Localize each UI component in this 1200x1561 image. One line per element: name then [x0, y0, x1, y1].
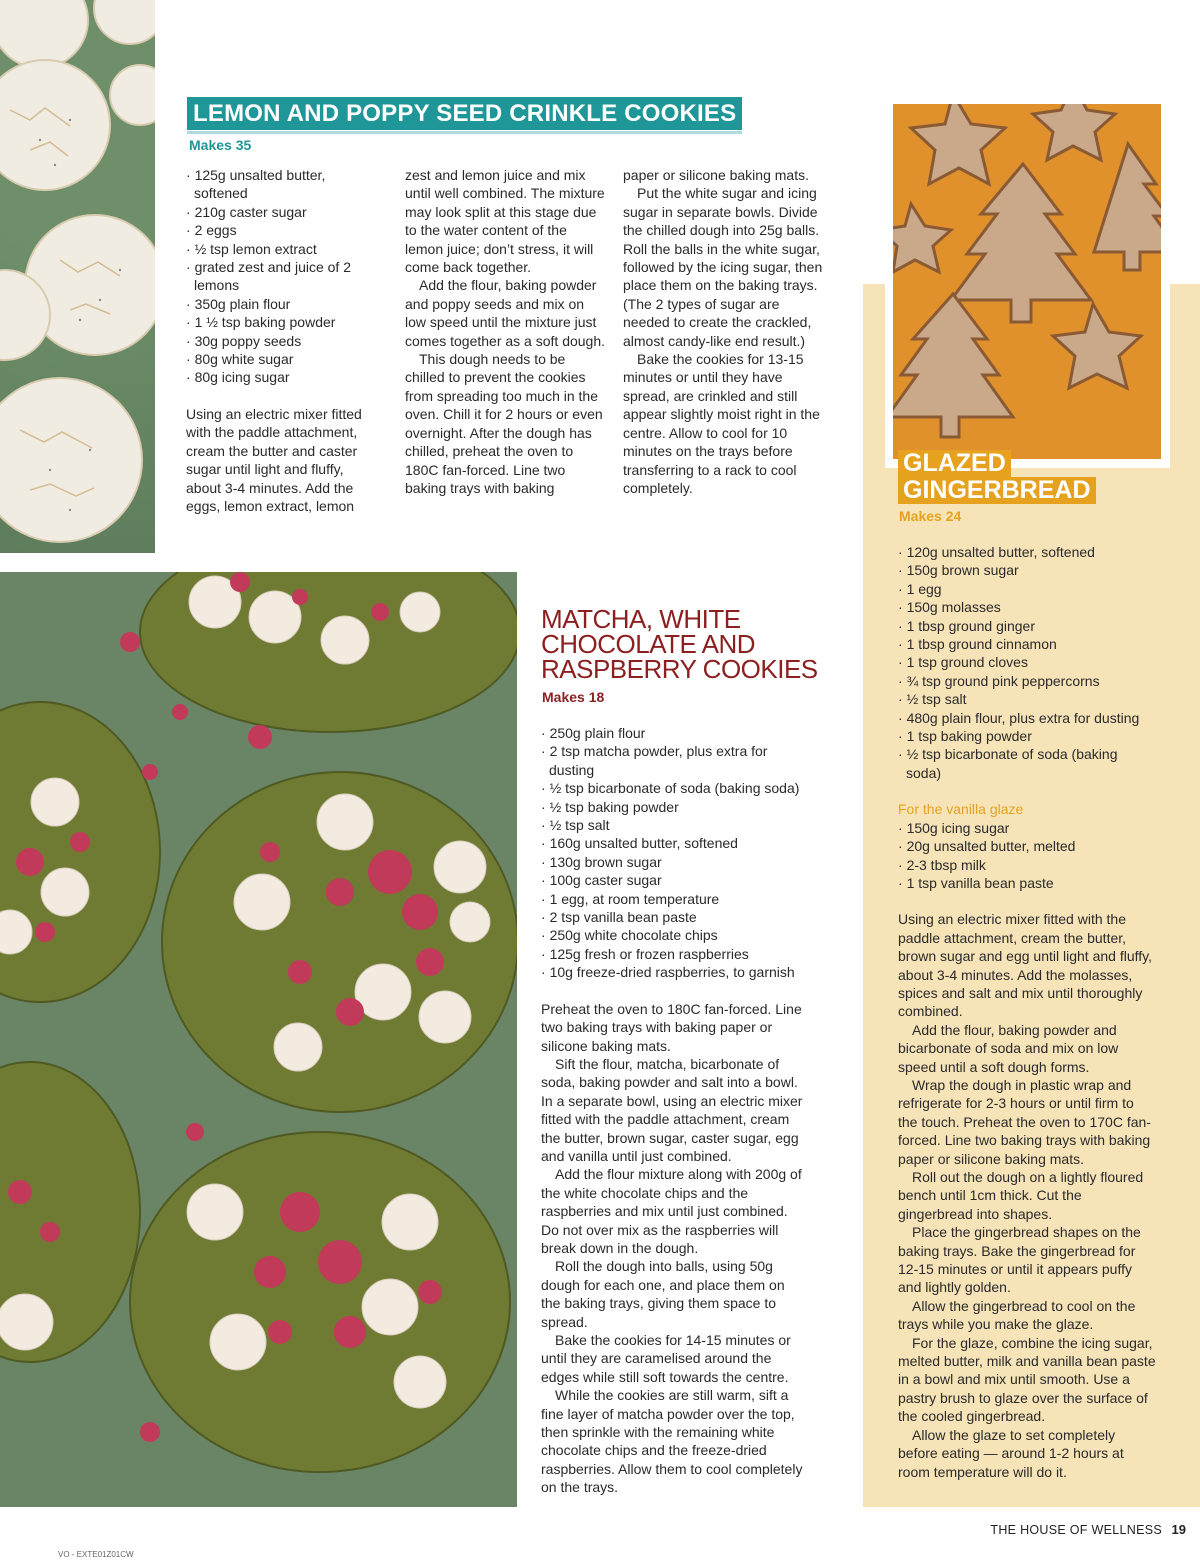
ingredient-item: · 210g caster sugar: [186, 203, 381, 221]
method-paragraph: Add the flour mixture along with 200g of the white chocolate chips and the raspberries and mix until just combined. Do not over mix as the raspberries will break down in the dough.: [541, 1166, 802, 1256]
method-paragraph: Using an electric mixer fitted with the paddle attachment, cream the butter, brown sugar and egg until light and fluffy, about 3-4 minutes. Add the molasses, spices and salt and mix until thoroughly combined.: [898, 911, 1152, 1020]
ingredient-item: · 2 tsp matcha powder, plus extra for dusting: [541, 742, 803, 779]
ingredient-item: · 2 eggs: [186, 221, 381, 239]
gingerbread-tree: [951, 164, 1091, 322]
method-paragraph: Roll the dough into balls, using 50g dough for each one, and place them on the baking trays, giving them space to spread.: [541, 1258, 785, 1330]
lemon-column-2: [405, 166, 605, 497]
method-paragraph: Using an electric mixer fitted with the paddle attachment, cream the butter and caster sugar until light and fluffy, about 3-4 minutes. Add the eggs, lemon extract, lemon: [186, 405, 362, 514]
gingerbread-star: [1033, 104, 1115, 160]
ingredient-item: · ½ tsp salt: [541, 816, 803, 834]
gingerbread-tree: [893, 294, 1013, 437]
gingerbread-photo: [893, 104, 1161, 459]
method-paragraph: For the glaze, combine the icing sugar, melted butter, milk and vanilla bean paste in a bowl and mix until smooth. Use a pastry brush to glaze over the surface of the cooled gingerbread.: [898, 1334, 1156, 1425]
matcha-title-line: RASPBERRY COOKIES: [541, 654, 818, 684]
lemon-ingredient-list: [186, 166, 381, 387]
ingredient-item: · ½ tsp salt: [898, 690, 1156, 708]
method-paragraph: Allow the gingerbread to cool on the trays while you make the glaze.: [898, 1297, 1136, 1333]
ingredient-item: · 1 tbsp ground ginger: [898, 617, 1156, 635]
ingredient-item: · 250g white chocolate chips: [541, 926, 803, 944]
matcha-recipe-title: [541, 604, 818, 684]
method-paragraph: paper or silicone baking mats.: [623, 167, 809, 183]
ingredient-item: · 120g unsalted butter, softened: [898, 543, 1156, 561]
ingredient-item: · 30g poppy seeds: [186, 332, 381, 350]
matcha-cookies-photo: [0, 572, 517, 1507]
gingerbread-recipe-yield: Makes 24: [899, 508, 962, 524]
gingerbread-recipe-title: [898, 450, 1096, 504]
method-paragraph: Add the flour, baking powder and poppy seeds and mix on low speed until the mixture just comes together as a soft dough.: [405, 277, 606, 349]
ingredient-item: · 150g molasses: [898, 598, 1156, 616]
ingredient-item: · 1 ½ tsp baking powder: [186, 313, 381, 331]
lemon-column-1: [186, 166, 381, 515]
ingredient-item: · ¾ tsp ground pink peppercorns: [898, 672, 1156, 690]
ingredient-item: · 20g unsalted butter, melted: [898, 837, 1156, 855]
ingredient-item: · 100g caster sugar: [541, 871, 803, 889]
gingerbread-star: [911, 104, 1005, 184]
glaze-subheading: For the vanilla glaze: [898, 801, 1024, 818]
ingredient-item: · grated zest and juice of 2 lemons: [186, 258, 381, 295]
matcha-cookie: [130, 1132, 510, 1472]
method-paragraph: This dough needs to be chilled to prevent the cookies from spreading too much in the oven. Chill it for 2 hours or even overnight. After the dough has chilled, preheat the oven to 180C fan-forced. Line two baking trays with baking: [405, 351, 603, 496]
method-paragraph: Add the flour, baking powder and bicarbonate of soda and mix on low speed until a soft dough forms.: [898, 1021, 1119, 1075]
method-paragraph: Bake the cookies for 14-15 minutes or until they are caramelised around the edges while still soft towards the centre.: [541, 1332, 791, 1385]
gingerbread-tree: [1094, 144, 1161, 270]
method-paragraph: Preheat the oven to 180C fan-forced. Line two baking trays with baking paper or silicone baking mats.: [541, 1000, 802, 1054]
ingredient-item: · 2 tsp vanilla bean paste: [541, 908, 803, 926]
ingredient-item: · 1 egg, at room temperature: [541, 890, 803, 908]
method-paragraph: Sift the flour, matcha, bicarbonate of soda, baking powder and salt into a bowl. In a separate bowl, using an electric mixer fitted with the paddle attachment, cream the butter, brown sugar, caster sugar, egg and vanilla until just combined.: [541, 1055, 803, 1164]
ingredient-item: · 1 tsp baking powder: [898, 727, 1156, 745]
matcha-title-line: MATCHA, WHITE: [541, 604, 741, 634]
lemon-recipe-title: LEMON AND POPPY SEED CRINKLE COOKIES: [187, 97, 742, 130]
ingredient-item: · 150g brown sugar: [898, 561, 1156, 579]
gingerbread-title-line: GLAZED: [898, 450, 1011, 477]
ingredient-item: · 80g white sugar: [186, 350, 381, 368]
print-code: VO - EXTE01Z01CW: [58, 1550, 134, 1559]
ingredient-item: · 160g unsalted butter, softened: [541, 834, 803, 852]
matcha-recipe-yield: Makes 18: [542, 689, 605, 705]
lemon-recipe-yield: Makes 35: [189, 137, 252, 153]
ingredient-item: · 125g fresh or frozen raspberries: [541, 945, 803, 963]
crinkle-cookies-photo: [0, 0, 155, 553]
method-paragraph: Bake the cookies for 13-15 minutes or until they have spread, are crinkled and still appear slightly moist right in the centre. Allow to cool for 10 minutes on the trays before transferring to a rack to cool completely.: [623, 351, 820, 496]
ingredient-item: · ½ tsp baking powder: [541, 798, 803, 816]
ingredient-item: · 1 tsp ground cloves: [898, 653, 1156, 671]
ingredient-item: · 1 egg: [898, 580, 1156, 598]
matcha-title-line: CHOCOLATE AND: [541, 629, 756, 659]
ingredient-item: · 250g plain flour: [541, 724, 803, 742]
method-paragraph: Place the gingerbread shapes on the baking trays. Bake the gingerbread for 12-15 minutes or until it appears puffy and lightly golden.: [898, 1224, 1141, 1296]
ingredient-item: · 1 tbsp ground cinnamon: [898, 635, 1156, 653]
page-number: 19: [1171, 1522, 1186, 1537]
magazine-name: THE HOUSE OF WELLNESS: [990, 1523, 1162, 1537]
glaze-ingredient-list: [898, 819, 1156, 893]
ingredient-item: · 130g brown sugar: [541, 853, 803, 871]
method-paragraph: Allow the glaze to set completely before eating — around 1-2 hours at room temperature will do it.: [898, 1426, 1124, 1480]
method-paragraph: Put the white sugar and icing sugar in separate bowls. Divide the chilled dough into 25g balls. Roll the balls in the white sugar, followed by the icing sugar, then place them on the baking trays. (The 2 types of sugar are needed to create the crackled, almost candy-like end result.): [623, 185, 823, 349]
ingredient-item: · 150g icing sugar: [898, 819, 1156, 837]
method-paragraph: zest and lemon juice and mix until well combined. The mixture may look split at this stage due to the water content of the lemon juice; don’t stress, it will come back together.: [405, 167, 605, 276]
ingredient-item: · 1 tsp vanilla bean paste: [898, 874, 1156, 892]
ingredient-item: · 80g icing sugar: [186, 368, 381, 386]
ingredient-item: · ½ tsp bicarbonate of soda (baking soda): [541, 779, 803, 797]
matcha-column: [541, 724, 803, 1497]
ingredient-item: · 10g freeze-dried raspberries, to garnish: [541, 963, 803, 981]
ingredient-item: · 480g plain flour, plus extra for dusting: [898, 709, 1156, 727]
ingredient-item: · ½ tsp lemon extract: [186, 240, 381, 258]
gingerbread-column: [898, 543, 1156, 1481]
gingerbread-star: [1053, 304, 1141, 388]
lemon-column-3: [623, 166, 828, 497]
matcha-ingredient-list: [541, 724, 803, 982]
ingredient-item: · 2-3 tbsp milk: [898, 856, 1156, 874]
method-paragraph: Roll out the dough on a lightly floured bench until 1cm thick. Cut the gingerbread into shapes.: [898, 1169, 1144, 1222]
ingredient-item: · 350g plain flour: [186, 295, 381, 313]
method-paragraph: While the cookies are still warm, sift a fine layer of matcha powder over the top, then sprinkle with the remaining white chocolate chips and the freeze-dried raspberries. Allow them to cool completely on the trays.: [541, 1387, 803, 1496]
gingerbread-star: [893, 204, 951, 272]
gingerbread-title-line: GINGERBREAD: [898, 477, 1096, 504]
ingredient-item: · 125g unsalted butter, softened: [186, 166, 381, 203]
gingerbread-ingredient-list: [898, 543, 1156, 782]
method-paragraph: Wrap the dough in plastic wrap and refrigerate for 2-3 hours or until firm to the touch. Preheat the oven to 170C fan-forced. Line two baking trays with baking paper or silicone baking mats.: [898, 1076, 1151, 1167]
ingredient-item: · ½ tsp bicarbonate of soda (baking soda): [898, 745, 1156, 782]
